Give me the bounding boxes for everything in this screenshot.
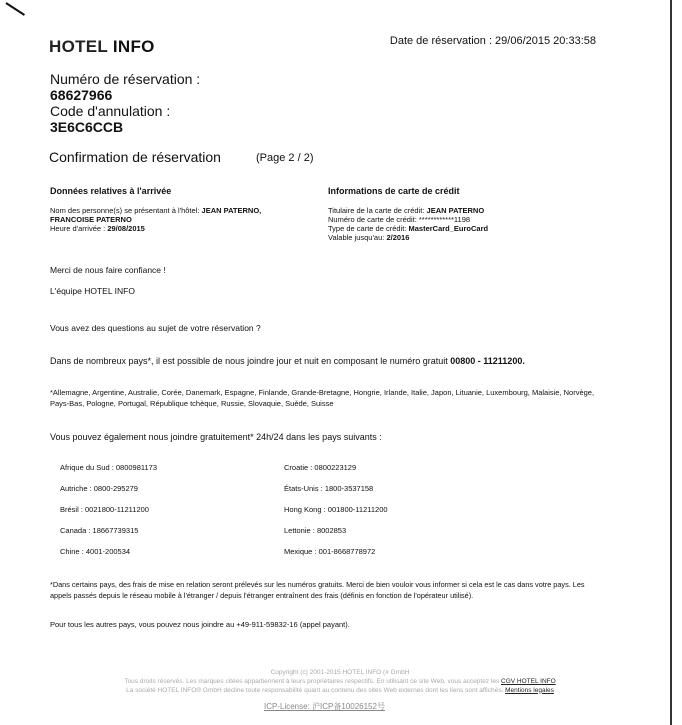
free-number: 00800 - 11211200. [450,356,525,366]
phone-entry: Croatie : 0800223129 [284,463,357,472]
reservation-number-label: Numéro de réservation : [50,71,201,87]
other-countries-text: Pour tous les autres pays, vous pouvez nous joindre au +49-911-59832-16 (appel payant). [50,620,350,629]
free-number-line: Dans de nombreux pays*, il est possible de nous joindre jour et nuit en composant le numéro gratuit 00800 - 11211200. [50,356,525,366]
phone-entry: États-Unis : 1800-3537158 [284,484,374,493]
confirmation-title: Confirmation de réservation [49,149,221,165]
footer-copyright: Copyright (c) 2001-2015 HOTEL INFO (# GmbH [270,669,410,676]
page-indicator: (Page 2 / 2) [256,152,314,164]
phone-entry: Autriche : 0800-295279 [60,484,138,493]
legal-link[interactable]: Mentions legales [505,686,554,694]
thanks-text: Merci de nous faire confiance ! [50,265,166,275]
phone-entry: Canada : 18667739315 [60,526,139,535]
arrival-details: Nom des personne(s) se présentant à l'hôtel: JEAN PATERNO, FRANCOISE PATERNO Heure d'arrivée : 29/08/2015 [50,206,262,234]
countries-note: *Allemagne, Argentine, Australie, Corée, Danemark, Espagne, Finlande, Grande-Bretagne, Hongrie, Irlande, Italie, Japon, Lituanie, Luxembourg, Malaisie, Norvège, Pays-Bas, Pologne, Portugal, République tchèque, Russie, Slovaquie, Suède, Suisse [50,388,595,408]
phone-entry: Chine : 4001-200534 [60,547,131,556]
card-heading: Informations de carte de crédit [328,186,460,196]
phone-entry: Afrique du Sud : 0800981173 [60,463,158,472]
phone-entry: Hong Kong : 001800-11211200 [284,505,388,514]
questions-text: Vous avez des questions au sujet de votre réservation ? [50,323,261,333]
icp-license-link[interactable]: ICP-License: 沪ICP备10026152号 [264,702,385,711]
cgv-link[interactable]: CGV HOTEL INFO [501,677,556,685]
reservation-number: 68627966 [50,87,113,103]
fees-note: *Dans certains pays, des frais de mise en relation seront prélevés sur les numéros gratuits. Merci de bien vouloir vous informer si cela est le cas dans votre pays. Les appels passés depuis le réseau mobile à l'étranger / depuis l'étranger entraînent des frais (définis en fonction de l'opérateur utilisé). [50,580,585,600]
phones-left-column [60,463,157,568]
footer: Copyright (c) 2001-2015 HOTEL INFO (# GmbH Tous droits réservés. Les marques citées appartiennent à leurs propriétaires respectifs. En utilisant ce site Web, vous acceptez les CGV HOTEL INFO La société HOTEL INFO® GmbH décline toute responsabilité quant au contenu des sites Web externes dont les liens sont affichés. Mentions legales [90,669,590,695]
cancellation-code: 3E6C6CCB [50,119,124,135]
phone-entry: Mexique : 001-8668778972 [284,547,376,556]
hotel-info-logo: HOTEL INFO [49,37,155,56]
also-reach-text: Vous pouvez également nous joindre gratuitement* 24h/24 dans les pays suivants : [50,432,382,442]
arrival-heading: Données relatives à l'arrivée [50,186,172,196]
cancellation-code-label: Code d'annulation : [50,103,171,119]
card-details: Titulaire de la carte de crédit: JEAN PATERNO Numéro de carte de crédit: ************1198 Type de carte de crédit: MasterCard_EuroCard Valable jusqu'au: 2/2016 [328,206,489,243]
phones-right-column [284,463,388,568]
phone-entry: Brésil : 0021800-11211200 [60,505,149,514]
reservation-date: Date de réservation : 29/06/2015 20:33:58 [389,35,596,47]
phone-entry: Lettonie : 8002853 [284,526,347,535]
team-signature: L'équipe HOTEL INFO [50,286,135,296]
